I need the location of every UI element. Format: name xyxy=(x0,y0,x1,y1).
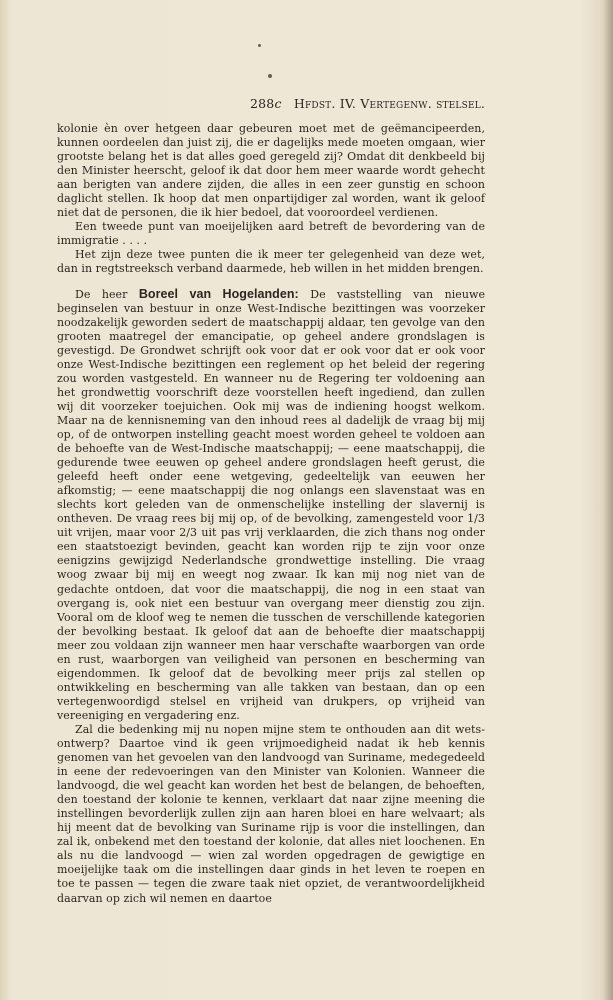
paper-speck xyxy=(258,44,261,47)
speech-paragraph xyxy=(57,287,485,723)
speaker-intro: De heer xyxy=(75,287,128,301)
paragraph: kolonie èn over hetgeen daar gebeuren moet met de geëmancipeerden, kunnen oordeelen dan juist zij, die er dagelijks mede moeten omgaan, wier grootste belang het is dat alles goed geregeld zij? Omdat dit denkbeeld bij den Minister heerscht, geloof ik dat door hem meer waarde wordt gehecht aan berigten van andere zijden, die alles in een zeer gunstig en schoon daglicht stellen. Ik hoop dat men onpartijdiger zal worden, want ik geloof niet dat de personen, die ik hier bedoel, dat vooroordeel verdienen. xyxy=(57,122,485,220)
page-header xyxy=(250,96,490,111)
page-body xyxy=(57,122,485,906)
speech-text: De vaststelling van nieuwe beginselen van bestuur in onze West-Indische bezittingen was voorzeker noodzakelijk geworden sedert de maatschappij aldaar, ten gevolge van den grooten maatregel der emancipatie, op geheel andere grondslagen is gevestigd. De Grondwet schrijft ook voor dat er ook voor dat er ook voor onze West-Indische bezittingen een reglement op het beleid der regering zou worden vastgesteld. En wanneer nu de Regering ter voldoening aan het grondwettig voorschrift deze voorstellen heeft ingediend, dan zullen wij dit voorzeker toejuichen. Ook mij was de indiening hoogst welkom. Maar na de kennisneming van den inhoud rees al dadelijk de vraag bij mij op, of de ontworpen instelling geacht moest worden geheel te voldoen aan de behoefte van de West-Indische maatschappij; — eene maatschappij, die gedurende twee eeuwen op geheel andere grondslagen heeft gerust, die geleefd heeft onder eene wetgeving, gedeeltelijk van eeuwen her afkomstig; — eene maatschappij die nog onlangs een slavenstaat was en slechts kort geleden van de onmenschelijke instelling der slavernij is ontheven. De vraag rees bij mij op, of de bevolking, zamengesteld voor 1/3 uit vrijen, maar voor 2/3 uit pas vrij verklaarden, die zich thans nog onder een staatstoezigt bevinden, geacht kan worden rijp te zijn voor onze eenigzins gewijzigd Nederlandsche grondwettige instelling. Die vraag woog zwaar bij mij en weegt nog zwaar. Ik kan mij nog niet van de gedachte ontdoen, dat voor die maatschappij, die nog in een staat van overgang is, ook niet een bestuur van overgang meer dienstig zou zijn. Vooral om de kloof weg te nemen die tusschen de verschillende kategorien der bevolking bestaat. Ik geloof dat aan de behoefte dier maatschappij meer zou voldaan zijn wanneer men haar verschafte waarborgen van orde en rust, waarborgen van veiligheid van personen en bescherming van eigendommen. Ik geloof dat de bevolking meer prijs zal stellen op ontwikkeling en bescherming van alle takken van bestaan, dan op een vertegenwoordigd stelsel en vrijheid van drukpers, op vrijheid van vereeniging en vergadering enz. xyxy=(57,287,486,722)
page-number: 288c xyxy=(250,96,282,111)
page-edge-shadow xyxy=(603,0,613,1000)
paragraph: Een tweede punt van moeijelijken aard betreft de bevordering van de immigratie . . . . xyxy=(57,220,485,248)
paragraph: Het zijn deze twee punten die ik meer ter gelegenheid van deze wet, dan in regtstreeksch verband daarmede, heb willen in het midden brengen. xyxy=(57,248,485,276)
paper-speck xyxy=(268,74,272,78)
running-head: Hfdst. IV. Vertegenw. stelsel. xyxy=(293,96,486,111)
paragraph: Zal die bedenking mij nu nopen mijne stem te onthouden aan dit wets-ontwerp? Daartoe vind ik geen vrijmoedigheid nadat ik heb kennis genomen van het gevoelen van den landvoogd van Suriname, medegedeeld in eene der redevoeringen van den Minister van Kolonien. Wanneer die landvoogd, die wel geacht kan worden het best de belangen, de behoeften, den toestand der kolonie te kennen, verklaart dat naar zijne meening die instellingen bevorderlijk zullen zijn aan haren bloei en hare welvaart; als hij meent dat de bevolking van Suriname rijp is voor die instellingen, dan zal ik, onbekend met den toestand der kolonie, dat alles niet loochenen. En als nu die landvoogd — wien zal worden opgedragen de gewigtige en moeijelijke taak om die instellingen daar ginds in het leven te roepen en toe te passen — tegen die zware taak niet opziet, de verantwoordelijkheid daarvan op zich wil nemen en daartoe xyxy=(57,722,485,905)
speaker-name: Boreel van Hogelanden: xyxy=(138,286,299,301)
